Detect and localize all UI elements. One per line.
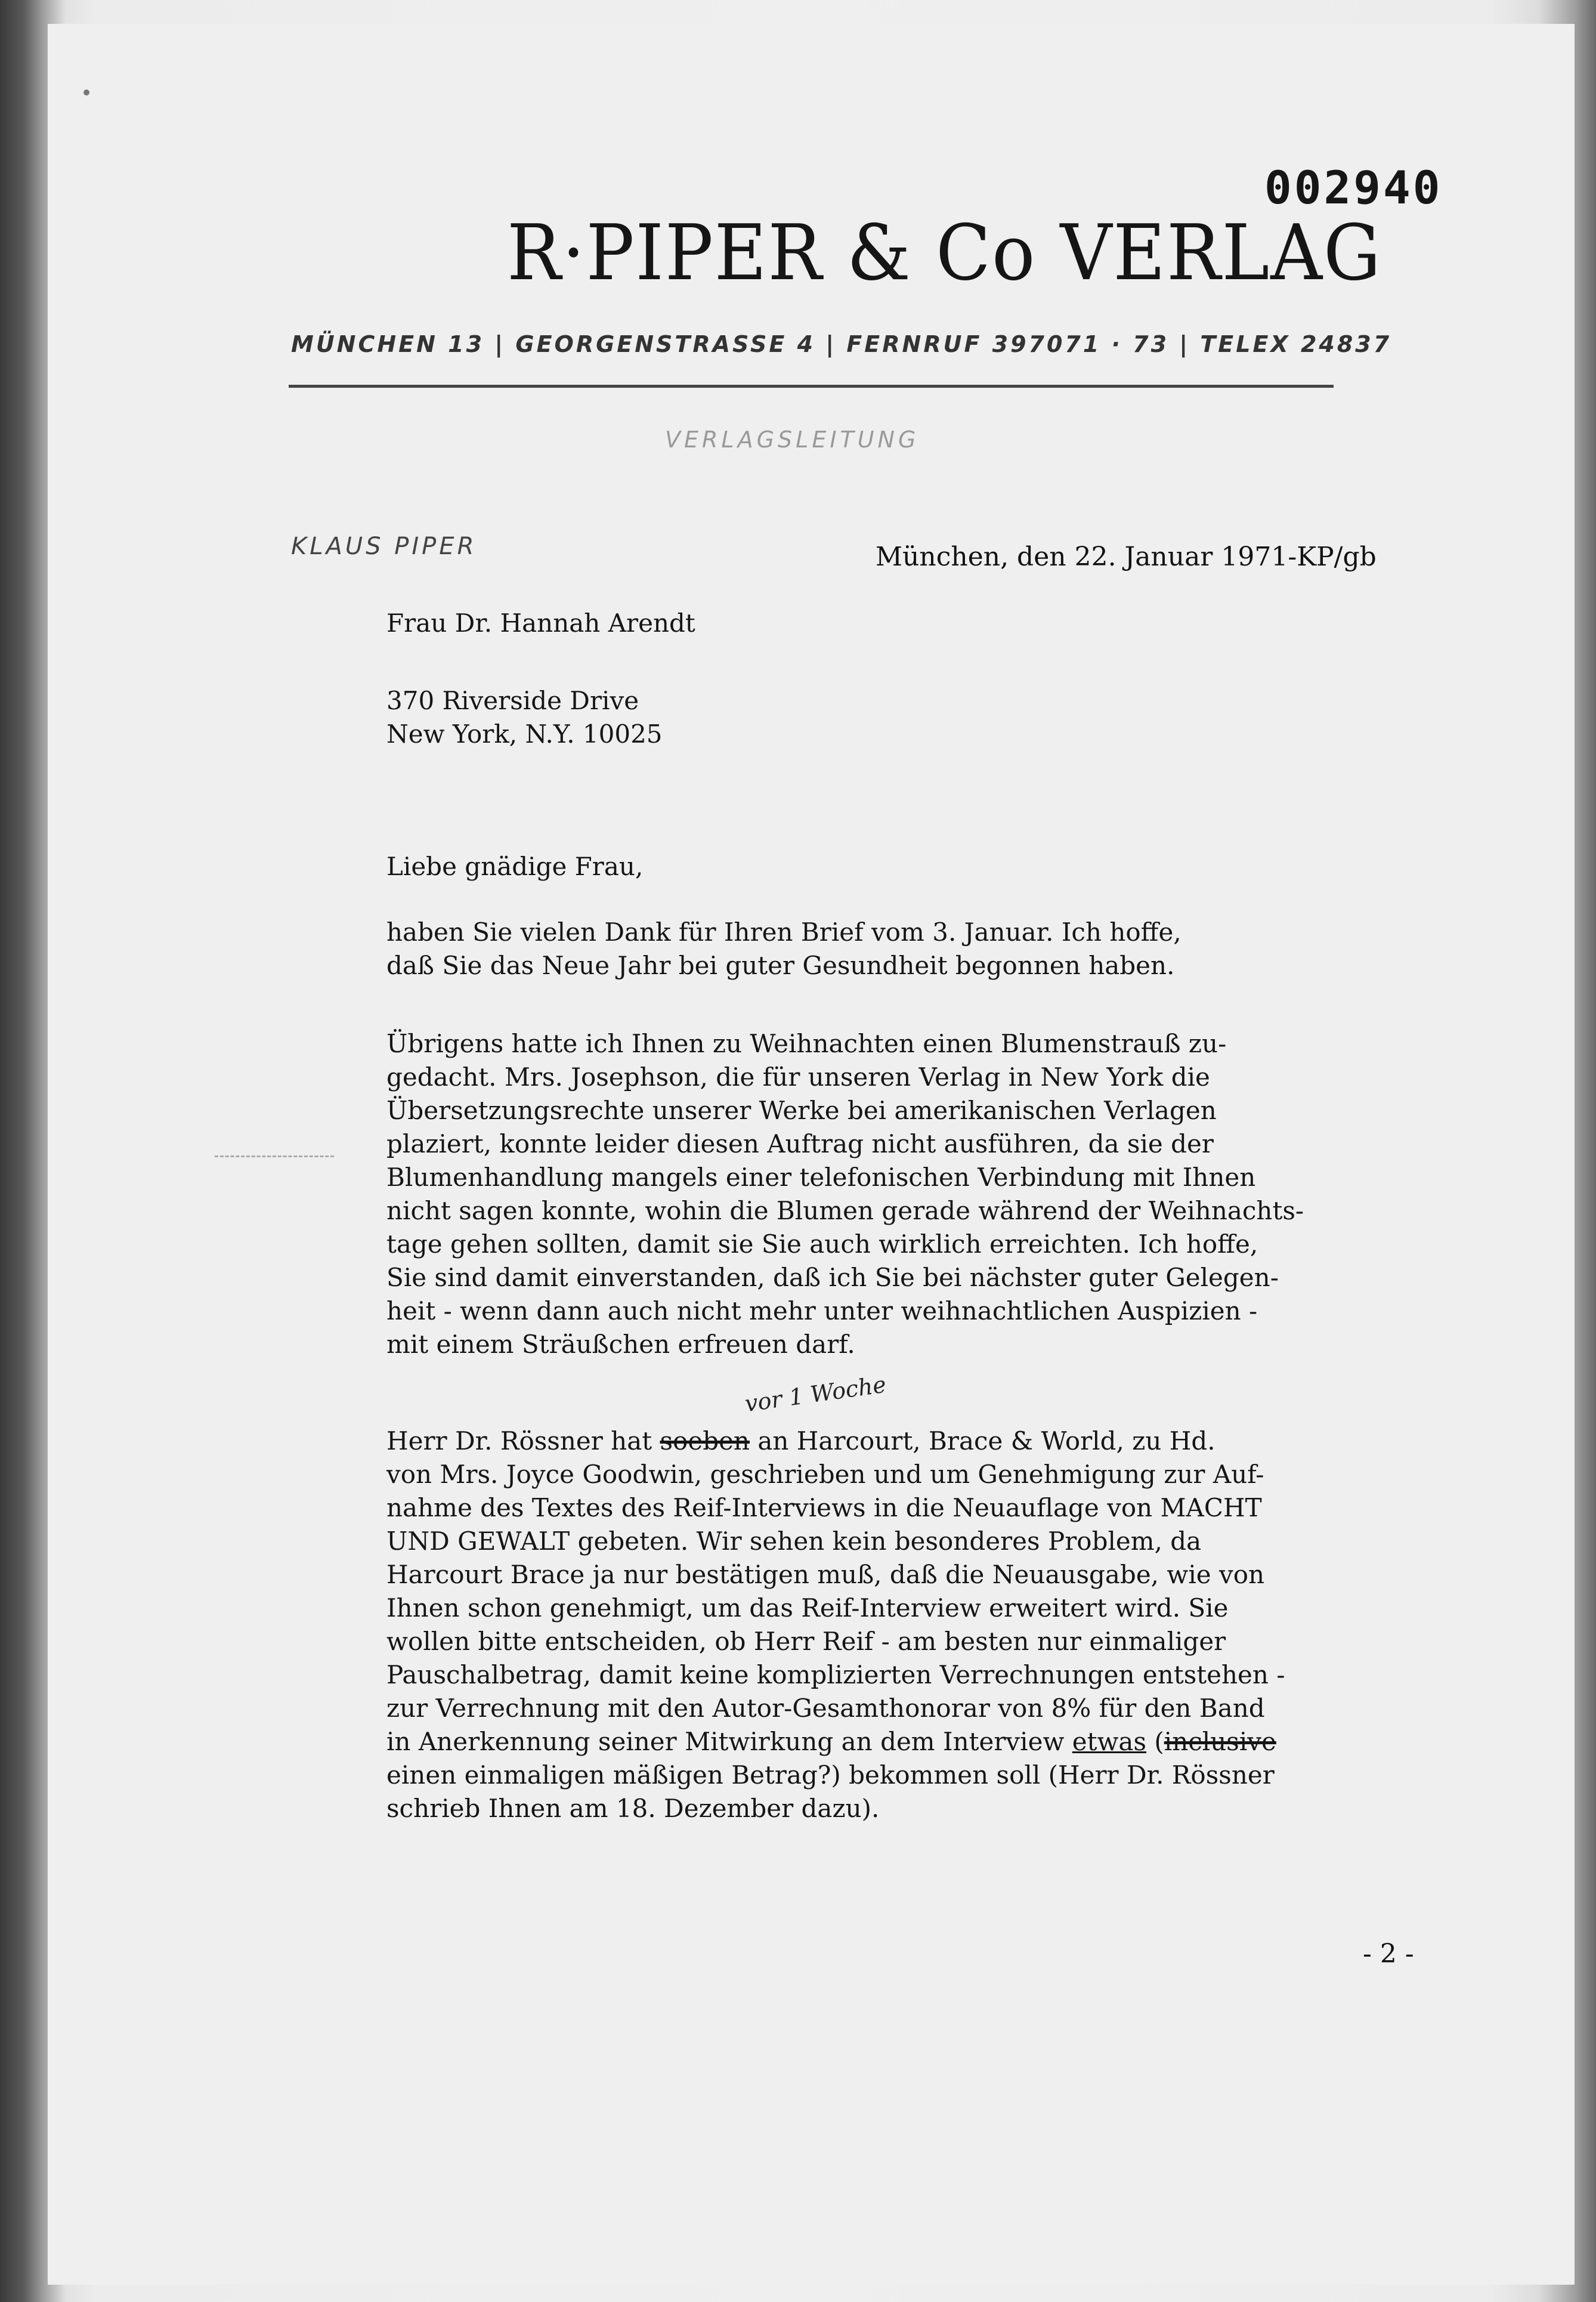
recipient-street: 370 Riverside Drive (386, 686, 639, 715)
paragraph-line: Sie sind damit einverstanden, daß ich Sie bei nächster guter Gelegen- (386, 1263, 1279, 1292)
struck-word: soeben (660, 1426, 750, 1456)
paragraph-line: Übersetzungsrechte unserer Werke bei amerikanischen Verlagen (386, 1096, 1217, 1125)
letterhead-rule (289, 385, 1334, 388)
page-number: - 2 - (1363, 1939, 1414, 1969)
paragraph-line: wollen bitte entscheiden, ob Herr Reif - am besten nur einmaliger (386, 1627, 1226, 1656)
line-text: Herr Dr. Rössner hat (386, 1426, 660, 1456)
paragraph-line: tage gehen sollten, damit sie Sie auch wirklich erreichten. Ich hoffe, (386, 1229, 1258, 1259)
paragraph-line: schrieb Ihnen am 18. Dezember dazu). (386, 1794, 880, 1823)
letterhead-department: VERLAGSLEITUNG (665, 427, 920, 453)
underlined-word: etwas (1072, 1727, 1147, 1756)
paragraph-line: einen einmaligen mäßigen Betrag?) bekommen soll (Herr Dr. Rössner (386, 1760, 1275, 1790)
paragraph-line (386, 1725, 1285, 1759)
paragraph-line: mit einem Sträußchen erfreuen darf. (386, 1330, 855, 1359)
letterhead-sender: KLAUS PIPER (291, 533, 477, 560)
paragraph-line: Pauschalbetrag, damit keine komplizierten Verrechnungen entstehen - (386, 1660, 1285, 1689)
paragraph-line: daß Sie das Neue Jahr bei guter Gesundheit begonnen haben. (386, 951, 1175, 980)
letterhead-address: MÜNCHEN 13 | GEORGENSTRASSE 4 | FERNRUF 397071 · 73 | TELEX 24837 (291, 331, 1392, 357)
paragraph-line: heit - wenn dann auch nicht mehr unter weihnachtlichen Auspizien - (386, 1296, 1258, 1325)
paragraph-line (386, 1425, 1285, 1458)
paragraph-line: Übrigens hatte ich Ihnen zu Weihnachten einen Blumenstrauß zu- (386, 1029, 1227, 1058)
paragraph-line: plaziert, konnte leider diesen Auftrag nicht ausführen, da sie der (386, 1129, 1214, 1158)
paragraph-line: Harcourt Brace ja nur bestätigen muß, daß die Neuausgabe, wie von (386, 1560, 1265, 1589)
paragraph-2 (386, 1027, 1304, 1361)
recipient-name: Frau Dr. Hannah Arendt (386, 608, 695, 638)
handwritten-insert: vor 1 Woche (743, 1371, 888, 1417)
dateline: München, den 22. Januar 1971-KP/gb (876, 542, 1377, 572)
paragraph-line: nahme des Textes des Reif-Interviews in die Neuauflage von MACHT (386, 1493, 1262, 1522)
paragraph-line: nicht sagen konnte, wohin die Blumen gerade während der Weihnachts- (386, 1196, 1304, 1225)
salutation: Liebe gnädige Frau, (386, 852, 644, 881)
recipient-city: New York, N.Y. 10025 (386, 719, 663, 749)
paragraph-line: Blumenhandlung mangels einer telefonischen Verbindung mit Ihnen (386, 1163, 1256, 1192)
paragraph-line: haben Sie vielen Dank für Ihren Brief vom 3. Januar. Ich hoffe, (386, 917, 1181, 947)
paragraph-3 (386, 1425, 1285, 1825)
paragraph-line: von Mrs. Joyce Goodwin, geschrieben und um Genehmigung zur Auf- (386, 1460, 1264, 1489)
paragraph-1 (386, 916, 1181, 982)
line-text: ( (1146, 1727, 1164, 1756)
paper-mark (83, 89, 89, 95)
margin-pencil-mark (215, 1155, 334, 1158)
paragraph-line: zur Verrechnung mit den Autor-Gesamthonorar von 8% für den Band (386, 1694, 1265, 1723)
publisher-logo: R·PIPER & Co VERLAG (507, 209, 1382, 298)
archive-stamp-number: 002940 (1264, 161, 1443, 214)
paragraph-line: gedacht. Mrs. Josephson, die für unseren Verlag in New York die (386, 1062, 1210, 1092)
line-text: an Harcourt, Brace & World, zu Hd. (750, 1426, 1215, 1456)
struck-word: inclusive (1164, 1727, 1276, 1756)
line-text: in Anerkennung seiner Mitwirkung an dem Interview (386, 1727, 1072, 1756)
paragraph-line: Ihnen schon genehmigt, um das Reif-Interview erweitert wird. Sie (386, 1593, 1229, 1623)
paragraph-line: UND GEWALT gebeten. Wir sehen kein besonderes Problem, da (386, 1527, 1202, 1556)
